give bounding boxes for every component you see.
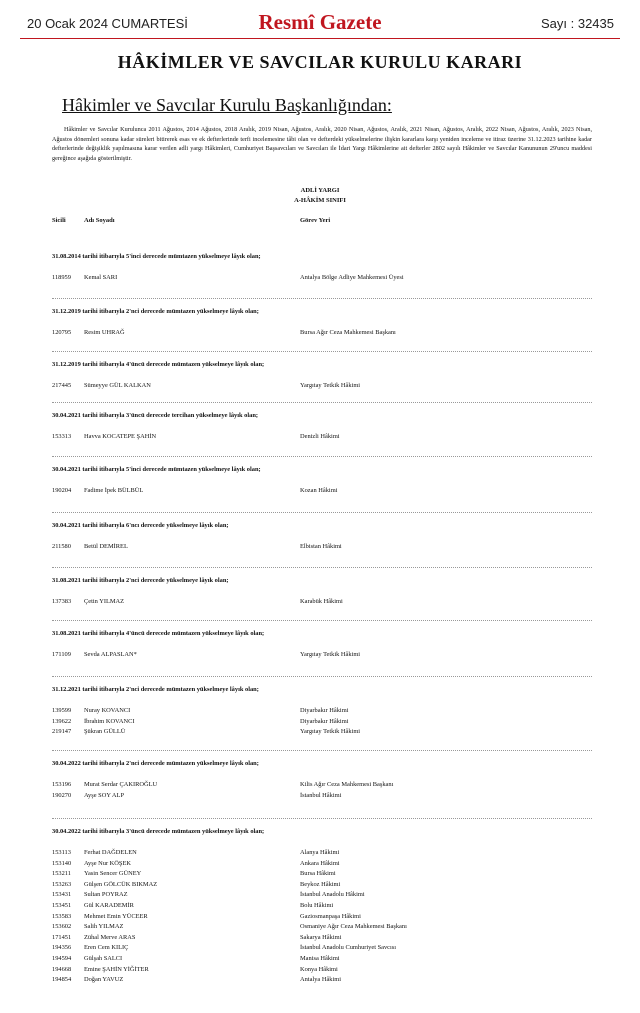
post-cell: Alanya Hâkimi [300, 849, 340, 856]
header-divider [20, 38, 620, 39]
post-cell: Kilis Ağır Ceza Mahkemesi Başkanı [300, 781, 394, 788]
post-cell: Konya Hâkimi [300, 965, 338, 973]
sicil-cell: 137383 [52, 598, 72, 605]
group-heading: 31.12.2021 tarihi itibarıyla 2'nci derecede mümtazen yükselmeye lâyık olan; [52, 686, 259, 693]
post-cell: Ankara Hâkimi [300, 859, 340, 867]
name-cell: Emine ŞAHİN YİĞİTER [84, 965, 149, 973]
table-row [52, 792, 592, 802]
sicil-cell: 153196 [52, 781, 72, 788]
sicil-cell: 171109 [52, 651, 71, 658]
gazette-header [0, 10, 640, 36]
post-cell: Elbistan Hâkimi [300, 543, 342, 550]
name-cell: Çetin YILMAZ [84, 598, 125, 605]
sicil-cell: 153211 [52, 870, 71, 878]
name-cell: Sümeyye GÜL KALKAN [84, 382, 151, 389]
table-row [52, 651, 592, 661]
name-cell: Gülşah SALCI [84, 955, 123, 962]
post-cell: Manisa Hâkimi [300, 955, 340, 962]
post-cell: İstanbul Anadolu Cumhuriyet Savcısı [300, 944, 397, 952]
table-row [52, 881, 592, 891]
name-cell: Kemal SARI [84, 274, 118, 281]
sicil-cell: 194356 [52, 944, 72, 952]
post-cell: Osmaniye Ağır Ceza Mahkemesi Başkanı [300, 923, 407, 931]
sicil-cell: 153313 [52, 433, 72, 440]
sicil-cell: 153583 [52, 912, 72, 920]
name-cell: Murat Serdar ÇAKIROĞLU [84, 781, 158, 788]
sicil-cell: 194668 [52, 965, 72, 973]
name-cell: İbrahim KOVANCI [84, 717, 135, 725]
sicil-cell: 190204 [52, 487, 72, 494]
name-cell: Gül KARADEMİR [84, 902, 134, 909]
sicil-cell: 153431 [52, 891, 72, 899]
post-cell: Diyarbakır Hâkimi [300, 707, 349, 714]
table-row [52, 433, 592, 443]
table-row [52, 487, 592, 497]
group-separator [52, 351, 592, 352]
sicil-cell: 118959 [52, 274, 71, 281]
sicil-cell: 153263 [52, 880, 72, 888]
name-cell: Şükran GÜLLÜ [84, 728, 126, 736]
name-cell: Eren Cem KILIÇ [84, 944, 129, 952]
column-header-sicil: Sicili [52, 217, 66, 224]
table-row [52, 966, 592, 976]
sicil-cell: 219147 [52, 728, 72, 736]
table-row [52, 274, 592, 284]
table-row [52, 955, 592, 965]
table-row [52, 598, 592, 608]
name-cell: Ayşe SOY ALP [84, 791, 125, 799]
post-cell: Bolu Hâkimi [300, 902, 334, 909]
group-heading: 30.04.2021 tarihi itibarıyla 6'ncı derecede yükselmeye lâyık olan; [52, 522, 229, 529]
table-row [52, 860, 592, 870]
sicil-cell: 153602 [52, 923, 72, 931]
group-heading: 31.08.2014 tarihi itibarıyla 5'inci derecede mümtazen yükselmeye lâyık olan; [52, 253, 261, 260]
table-row [52, 849, 592, 859]
post-cell: Yargıtay Tetkik Hâkimi [300, 728, 361, 736]
group-heading: 31.12.2019 tarihi itibarıyla 4'üncü derecede mümtazen yükselmeye lâyık olan; [52, 361, 265, 368]
group-heading: 30.04.2022 tarihi itibarıyla 2'nci derecede mümtazen yükselmeye lâyık olan; [52, 760, 259, 767]
sicil-cell: 153140 [52, 859, 72, 867]
section-heading-hakim-sinifi: A-HÂKİM SINIFI [294, 197, 346, 204]
table-row [52, 543, 592, 553]
post-cell: Bursa Hâkimi [300, 870, 336, 878]
table-row [52, 902, 592, 912]
column-header-post: Görev Yeri [300, 217, 331, 224]
table-row [52, 913, 592, 923]
group-separator [52, 402, 592, 403]
intro-paragraph: Hâkimler ve Savcılar Kurulunca 2011 Ağustos, 2014 Ağustos, 2018 Aralık, 2019 Nisan, Ağustos, Aralık, 2020 Nisan, Ağustos, Aralık, 2021 Nisan, Ağustos, Aralık, 2022 Nisan, Ağustos, Aralık, 2023 Nisan, Ağustos dönemleri sonuna kadar süreleri bitirerek esas ve ek defterlerinde terfi incelemesine tâbi olan ve defterdeki yükselmelerine ilişkin kararlara karşı yeniden inceleme ve itiraz üzerine 31.12.2023 tarihine kadar defterlerinde değişiklik yapılmasına karar verilen adli yargı Hâkimleri, Cumhuriyet Başsavcıları ve Savcıları ile İdari Yargı Hâkimlerine ait defterler 2802 sayılı Hâkimler ve Savcılar Kanununun 29'uncu maddesi gereğince aşağıda gösterilmiştir. [52, 126, 592, 162]
post-cell: Antalya Bölge Adliye Mahkemesi Üyesi [300, 274, 404, 281]
table-row [52, 329, 592, 339]
name-cell: Sultan POYRAZ [84, 891, 128, 899]
issue-date: 20 Ocak 2024 CUMARTESİ [27, 16, 188, 31]
post-cell: Denizli Hâkimi [300, 433, 340, 440]
table-row [52, 781, 592, 791]
post-cell: Karabük Hâkimi [300, 598, 343, 605]
name-cell: Salih YILMAZ [84, 923, 124, 931]
name-cell: Mehmet Emin YÜCEER [84, 912, 148, 920]
group-separator [52, 456, 592, 457]
name-cell: Gülşen GÖLCÜK BIKMAZ [84, 880, 158, 888]
sicil-cell: 171451 [52, 933, 72, 941]
group-separator [52, 512, 592, 513]
sicil-cell: 153113 [52, 849, 71, 856]
table-row [52, 923, 592, 933]
name-cell: Doğan YAVUZ [84, 976, 124, 984]
section-heading-adli-yargi: ADLİ YARGI [300, 187, 340, 194]
issue-number: Sayı : 32435 [541, 16, 614, 31]
group-heading: 30.04.2022 tarihi itibarıyla 3'üncü derecede mümtazen yükselmeye lâyık olan; [52, 828, 265, 835]
name-cell: Ferhat DAĞDELEN [84, 849, 137, 856]
sicil-cell: 211580 [52, 543, 71, 550]
group-heading: 31.08.2021 tarihi itibarıyla 2'nci derecede yükselmeye lâyık olan; [52, 577, 229, 584]
name-cell: Nuray KOVANCI [84, 707, 131, 714]
sicil-cell: 194854 [52, 976, 72, 984]
gazette-title: Resmî Gazete [258, 10, 382, 34]
group-separator [52, 750, 592, 751]
name-cell: Resim UHRAĞ [84, 329, 125, 336]
table-row [52, 707, 592, 717]
sicil-cell: 217445 [52, 382, 72, 389]
group-separator [52, 567, 592, 568]
name-cell: Sevda ALPASLAN* [84, 651, 137, 658]
group-heading: 30.04.2021 tarihi itibarıyla 5'inci derecede mümtazen yükselmeye lâyık olan; [52, 466, 261, 473]
post-cell: Yargıtay Tetkik Hâkimi [300, 382, 361, 389]
sicil-cell: 139622 [52, 717, 72, 725]
post-cell: Gaziosmanpaşa Hâkimi [300, 912, 361, 920]
sicil-cell: 139599 [52, 707, 72, 714]
authority-subtitle: Hâkimler ve Savcılar Kurulu Başkanlığından: [62, 95, 392, 115]
group-separator [52, 298, 592, 299]
name-cell: Zühal Merve ARAS [84, 933, 136, 941]
table-row [52, 728, 592, 738]
sicil-cell: 190270 [52, 791, 72, 799]
group-heading: 30.04.2021 tarihi itibarıyla 3'üncü derecede tercihan yükselmeye lâyık olan; [52, 412, 259, 419]
group-separator [52, 818, 592, 819]
post-cell: İstanbul Hâkimi [300, 791, 342, 799]
group-separator [52, 620, 592, 621]
table-row [52, 718, 592, 728]
group-separator [52, 676, 592, 677]
table-row [52, 382, 592, 392]
sicil-cell: 120795 [52, 329, 72, 336]
post-cell: Kozan Hâkimi [300, 487, 338, 494]
decision-title: HÂKİMLER VE SAVCILAR KURULU KARARI [117, 52, 523, 72]
column-header-name: Adı Soyadı [84, 217, 115, 224]
post-cell: İstanbul Anadolu Hâkimi [300, 891, 365, 899]
sicil-cell: 153451 [52, 902, 72, 909]
table-row [52, 934, 592, 944]
name-cell: Yasin Sencer GÜNEY [84, 870, 142, 878]
name-cell: Ayşe Nur KÖŞEK [84, 859, 131, 867]
table-row [52, 891, 592, 901]
post-cell: Bursa Ağır Ceza Mahkemesi Başkanı [300, 329, 396, 336]
group-heading: 31.08.2021 tarihi itibarıyla 4'üncü derecede mümtazen yükselmeye lâyık olan; [52, 630, 265, 637]
post-cell: Antalya Hâkimi [300, 976, 341, 984]
table-row [52, 976, 592, 986]
name-cell: Betül DEMİREL [84, 543, 128, 550]
name-cell: Havva KOCATEPE ŞAHİN [84, 433, 157, 440]
post-cell: Diyarbakır Hâkimi [300, 717, 349, 725]
name-cell: Fadime İpek BÜLBÜL [84, 487, 144, 494]
table-row [52, 870, 592, 880]
sicil-cell: 194594 [52, 955, 72, 962]
post-cell: Yargıtay Tetkik Hâkimi [300, 651, 361, 658]
table-row [52, 944, 592, 954]
post-cell: Sakarya Hâkimi [300, 933, 342, 941]
group-heading: 31.12.2019 tarihi itibarıyla 2'nci derecede mümtazen yükselmeye lâyık olan; [52, 308, 259, 315]
post-cell: Beykoz Hâkimi [300, 880, 341, 888]
